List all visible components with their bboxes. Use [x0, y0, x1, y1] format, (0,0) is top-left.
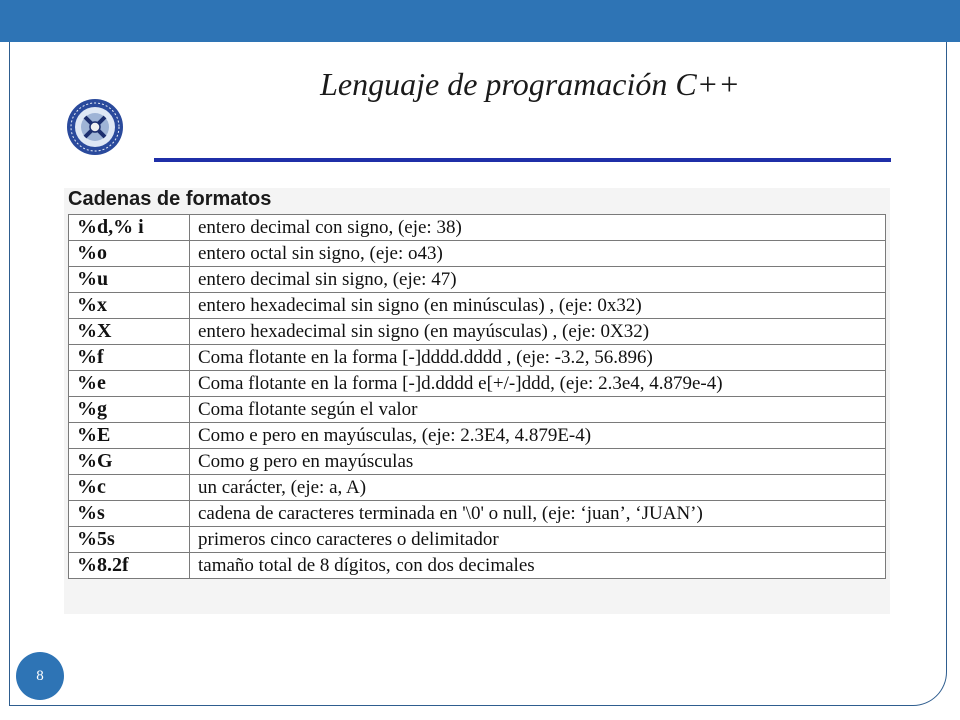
table-row [69, 215, 886, 241]
format-specifier: %d,% i [69, 215, 190, 241]
table-row [69, 501, 886, 527]
format-description: Como e pero en mayúsculas, (eje: 2.3E4, 4.879E-4) [190, 423, 886, 449]
format-specifier: %x [69, 293, 190, 319]
table-row [69, 267, 886, 293]
format-specifier: %o [69, 241, 190, 267]
table-row [69, 319, 886, 345]
table-row [69, 293, 886, 319]
format-description: cadena de caracteres terminada en '\0' o null, (eje: ‘juan’, ‘JUAN’) [190, 501, 886, 527]
format-description: Como g pero en mayúsculas [190, 449, 886, 475]
format-description: Coma flotante en la forma [-]dddd.dddd , (eje: -3.2, 56.896) [190, 345, 886, 371]
format-specifier: %5s [69, 527, 190, 553]
table-row [69, 397, 886, 423]
format-specifier: %e [69, 371, 190, 397]
table-row [69, 475, 886, 501]
table-row [69, 527, 886, 553]
format-specifier: %X [69, 319, 190, 345]
page-number-badge: 8 [16, 652, 64, 700]
title-underline [154, 158, 891, 162]
format-specifier: %u [69, 267, 190, 293]
format-specifier: %c [69, 475, 190, 501]
format-specifier: %E [69, 423, 190, 449]
table-row [69, 553, 886, 579]
format-description: Coma flotante en la forma [-]d.dddd e[+/-]ddd, (eje: 2.3e4, 4.879e-4) [190, 371, 886, 397]
table-row [69, 371, 886, 397]
table-row [69, 241, 886, 267]
table-heading: Cadenas de formatos [68, 188, 272, 210]
format-description: entero hexadecimal sin signo (en minúsculas) , (eje: 0x32) [190, 293, 886, 319]
format-description: entero octal sin signo, (eje: o43) [190, 241, 886, 267]
format-description: entero hexadecimal sin signo (en mayúsculas) , (eje: 0X32) [190, 319, 886, 345]
format-specifier: %g [69, 397, 190, 423]
slide-title: Lenguaje de programación C++ [320, 66, 740, 102]
format-description: entero decimal sin signo, (eje: 47) [190, 267, 886, 293]
format-description: primeros cinco caracteres o delimitador [190, 527, 886, 553]
format-specifier: %s [69, 501, 190, 527]
format-description: entero decimal con signo, (eje: 38) [190, 215, 886, 241]
top-banner [0, 0, 960, 42]
university-seal-icon [66, 98, 124, 156]
format-specifier: %G [69, 449, 190, 475]
format-description: tamaño total de 8 dígitos, con dos decimales [190, 553, 886, 579]
table-row [69, 449, 886, 475]
table-row [69, 423, 886, 449]
table-row [69, 345, 886, 371]
format-specifier-table [68, 214, 886, 579]
format-description: un carácter, (eje: a, A) [190, 475, 886, 501]
format-specifier: %8.2f [69, 553, 190, 579]
format-table-panel [64, 188, 890, 614]
format-specifier: %f [69, 345, 190, 371]
format-description: Coma flotante según el valor [190, 397, 886, 423]
